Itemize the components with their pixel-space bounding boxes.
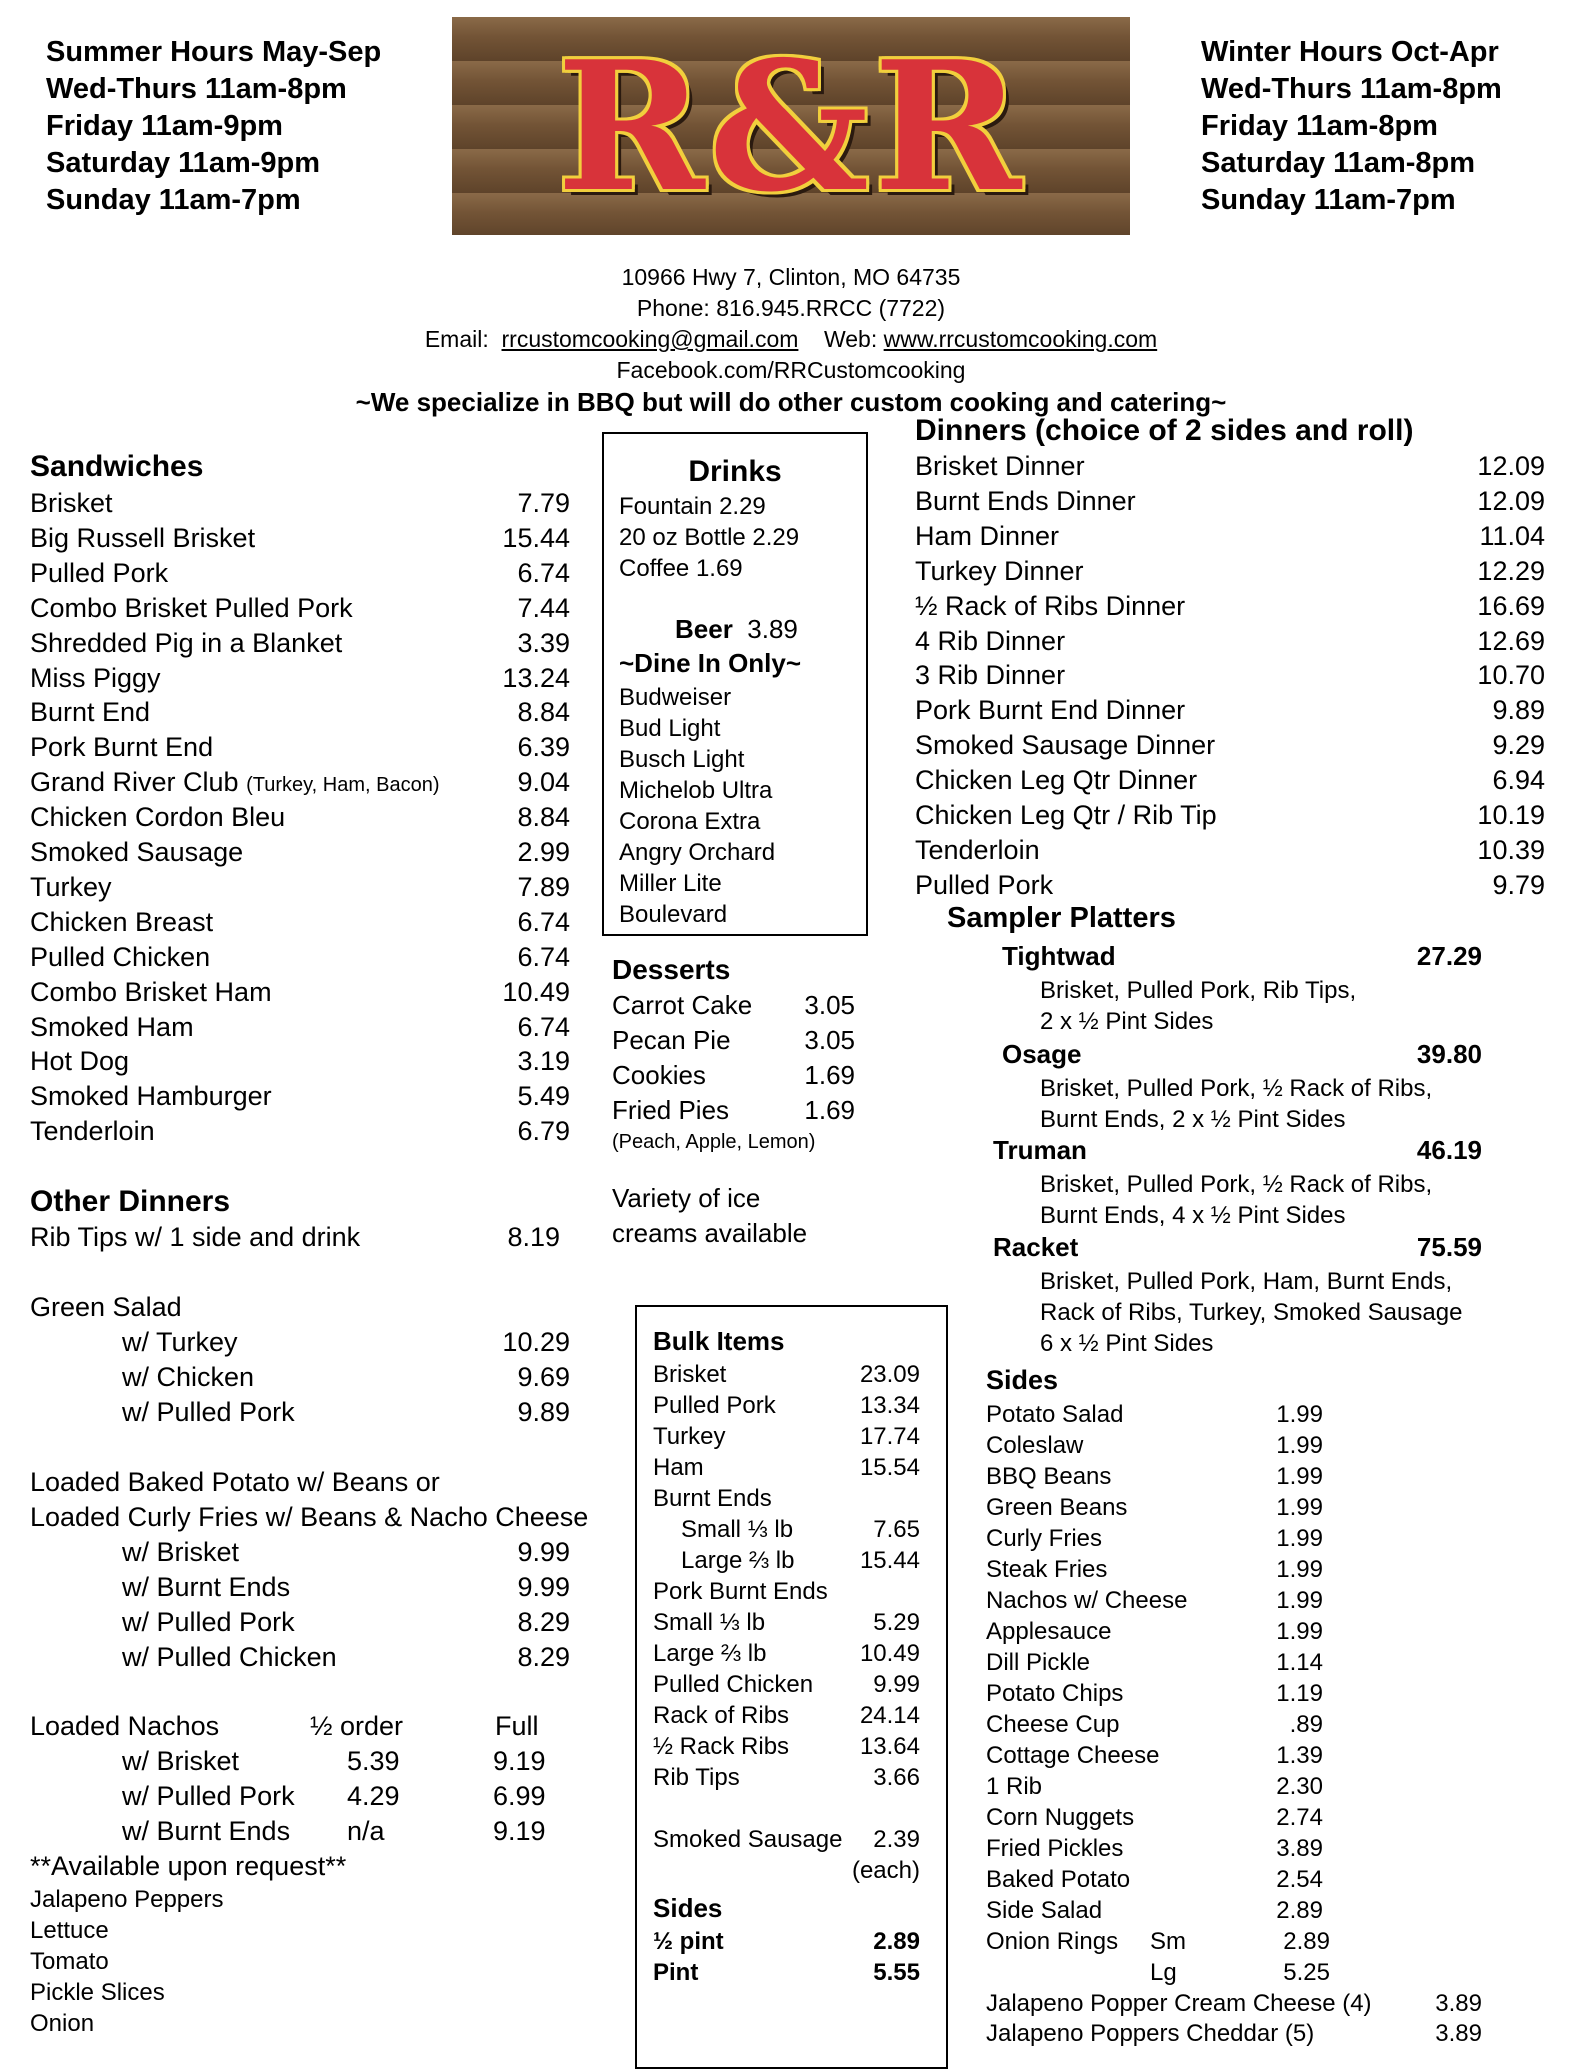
request-item: Tomato: [30, 1948, 109, 1975]
bulk-sausage-price: 2.39: [873, 1826, 920, 1853]
onion-rings-lg-price: 5.25: [1283, 1959, 1330, 1986]
winter-hours-line: Wed-Thurs 11am-8pm: [1201, 73, 1502, 105]
sandwich-item-price: 6.79: [517, 1116, 570, 1147]
rr-logo: [452, 17, 1130, 235]
beer-price: 3.89: [747, 614, 798, 644]
summer-hours-line: Wed-Thurs 11am-8pm: [46, 73, 347, 105]
rib-tips-name: Rib Tips w/ 1 side and drink: [30, 1222, 361, 1252]
address: 10966 Hwy 7, Clinton, MO 64735: [621, 264, 961, 290]
sandwich-item-name: Miss Piggy: [30, 662, 161, 693]
other-dinners-title: Other Dinners: [30, 1185, 231, 1218]
dinner-item-name: 4 Rib Dinner: [915, 625, 1066, 656]
side-item-name: Cottage Cheese: [986, 1742, 1160, 1769]
bulk-item-price: 5.29: [873, 1609, 920, 1636]
drink-item: Fountain 2.29: [619, 493, 766, 520]
web-link[interactable]: www.rrcustomcooking.com: [883, 326, 1158, 352]
potato-line-2: Loaded Curly Fries w/ Beans & Nacho Cheese: [30, 1502, 589, 1532]
ice-cream-line-2: creams available: [612, 1218, 808, 1248]
side-item-price: 2.74: [1276, 1804, 1323, 1831]
nachos-full-header: Full: [495, 1711, 539, 1741]
dessert-item-price: 1.69: [804, 1060, 855, 1090]
potato-item-name: w/ Pulled Pork: [122, 1607, 295, 1637]
side-item-name: Applesauce: [986, 1618, 1112, 1645]
dinner-item-price: 12.69: [1477, 625, 1545, 656]
nacho-item-full: 9.19: [493, 1746, 546, 1776]
salad-item-price: 9.69: [517, 1362, 570, 1392]
desserts-title: Desserts: [612, 954, 731, 985]
email-link[interactable]: rrcustomcooking@gmail.com: [501, 326, 799, 352]
dinner-item-price: 16.69: [1477, 590, 1545, 621]
dinner-item-name: Burnt Ends Dinner: [915, 485, 1136, 516]
dinner-item-price: 6.94: [1492, 765, 1545, 796]
salad-item-name: w/ Turkey: [122, 1327, 238, 1357]
dinner-item-name: Pork Burnt End Dinner: [915, 695, 1186, 726]
bulk-item-name: Large ⅔ lb: [681, 1547, 795, 1574]
drink-item: Coffee 1.69: [619, 555, 743, 582]
bulk-item-name: Rack of Ribs: [653, 1702, 790, 1729]
dessert-item-name: Carrot Cake: [612, 990, 753, 1020]
onion-rings-sm-price: 2.89: [1283, 1928, 1330, 1955]
sandwich-item-name: Pulled Pork: [30, 557, 169, 588]
sandwich-item-price: 6.74: [517, 1011, 570, 1042]
bulk-item-price: 23.09: [859, 1361, 920, 1388]
email-label: Email:: [424, 326, 489, 352]
nacho-item-half: 5.39: [347, 1746, 400, 1776]
sandwich-item-name: Chicken Breast: [30, 906, 214, 937]
beer-label: Beer: [675, 614, 733, 644]
side-item-name: Coleslaw: [986, 1432, 1084, 1459]
summer-hours: [46, 34, 381, 219]
potato-item-name: w/ Brisket: [122, 1537, 240, 1567]
dinner-item-price: 10.70: [1477, 660, 1545, 691]
nacho-item-full: 6.99: [493, 1781, 546, 1811]
dinner-item-name: Smoked Sausage Dinner: [915, 730, 1216, 761]
dinner-item-name: Chicken Leg Qtr Dinner: [915, 765, 1198, 796]
dessert-item-name: Cookies: [612, 1060, 706, 1090]
bulk-item-price: 24.14: [859, 1702, 920, 1729]
dine-in-only: ~Dine In Only~: [619, 648, 802, 678]
dinner-item-price: 12.09: [1477, 485, 1545, 516]
beer-item: Busch Light: [619, 746, 745, 773]
dessert-item-name: Pecan Pie: [612, 1025, 731, 1055]
sandwich-item-name: Pulled Chicken: [30, 941, 211, 972]
bulk-item-name: Large ⅔ lb: [653, 1640, 767, 1667]
side-item-price: 1.99: [1276, 1463, 1323, 1490]
summer-hours-line: Saturday 11am-9pm: [46, 147, 321, 179]
beer-item: Boulevard: [619, 901, 728, 928]
sampler-item-price: 75.59: [1416, 1232, 1482, 1262]
sampler-item-desc: Burnt Ends, 4 x ½ Pint Sides: [1040, 1202, 1346, 1229]
sandwich-item-price: 10.49: [502, 976, 570, 1007]
sandwiches-title: Sandwiches: [30, 450, 204, 483]
bulk-sides-title: Sides: [653, 1893, 723, 1923]
sampler-item-desc: 2 x ½ Pint Sides: [1040, 1008, 1214, 1035]
onion-rings-name: Onion Rings: [986, 1928, 1119, 1955]
sandwich-item-price: 3.19: [517, 1046, 570, 1077]
sandwich-item-price: 15.44: [502, 522, 570, 553]
nacho-item-full: 9.19: [493, 1816, 546, 1846]
dinner-item-price: 12.09: [1477, 451, 1545, 481]
bulk-item-price: 13.34: [859, 1392, 920, 1419]
popper-cheddar-price: 3.89: [1435, 2020, 1482, 2047]
bulk-item-name: Small ⅓ lb: [653, 1609, 766, 1636]
potato-item-price: 8.29: [517, 1607, 570, 1637]
sandwich-item-name: Smoked Sausage: [30, 837, 244, 867]
bulk-item-name: Pulled Chicken: [653, 1671, 814, 1698]
side-item-price: 1.99: [1276, 1494, 1323, 1521]
sandwich-item-price: 8.84: [517, 802, 570, 833]
sampler-item-desc: 6 x ½ Pint Sides: [1040, 1330, 1214, 1357]
side-item-price: 1.99: [1276, 1556, 1323, 1583]
side-item-price: 1.14: [1276, 1649, 1323, 1676]
facebook: Facebook.com/RRCustomcooking: [616, 357, 966, 383]
bulk-item-price: 7.65: [873, 1516, 920, 1543]
sandwich-item-price: 6.74: [517, 941, 570, 972]
request-item: Onion: [30, 2010, 95, 2037]
phone: Phone: 816.945.RRCC (7722): [636, 295, 946, 321]
winter-hours-line: Friday 11am-8pm: [1201, 110, 1438, 142]
dinner-item-name: Pulled Pork: [915, 869, 1054, 900]
dessert-item-price: 3.05: [804, 990, 855, 1020]
dinner-item-price: 10.19: [1477, 800, 1545, 830]
onion-rings-sm: Sm: [1150, 1928, 1186, 1955]
dinner-item-price: 9.29: [1492, 730, 1545, 761]
side-item-name: 1 Rib: [986, 1773, 1043, 1800]
dinner-item-price: 12.29: [1477, 555, 1545, 586]
sandwich-item-name-text: Grand River Club: [30, 767, 239, 798]
popper-cream-name: Jalapeno Popper Cream Cheese (4): [986, 1990, 1372, 2017]
nacho-item-name: w/ Pulled Pork: [122, 1781, 295, 1811]
bulk-item-price: 3.66: [873, 1764, 920, 1791]
bulk-item-name: Small ⅓ lb: [681, 1516, 794, 1543]
bulk-item-price: 15.54: [859, 1454, 920, 1481]
nacho-item-half: n/a: [347, 1816, 385, 1846]
beer-item: Michelob Ultra: [619, 777, 773, 804]
dinner-item-price: 9.79: [1492, 869, 1545, 900]
sandwich-item-price: 3.39: [517, 627, 570, 658]
nachos-half-header: ½ order: [310, 1711, 404, 1741]
potato-item-price: 8.29: [517, 1642, 570, 1672]
dinner-item-name: Turkey Dinner: [915, 555, 1084, 586]
summer-hours-line: Sunday 11am-7pm: [46, 184, 301, 216]
bulk-side-price: 5.55: [873, 1959, 920, 1986]
dinner-item-price: 11.04: [1479, 520, 1545, 551]
beer-item: Budweiser: [619, 684, 732, 711]
bulk-each: (each): [851, 1857, 920, 1884]
side-item-name: Fried Pickles: [986, 1835, 1124, 1862]
potato-item-price: 9.99: [517, 1537, 570, 1567]
request-item: Pickle Slices: [30, 1979, 165, 2006]
potato-line-1: Loaded Baked Potato w/ Beans or: [30, 1467, 440, 1497]
nacho-item-name: w/ Brisket: [122, 1746, 240, 1776]
sandwich-item-name: Hot Dog: [30, 1046, 130, 1077]
beer-item: Angry Orchard: [619, 839, 776, 866]
sampler-item-name: Osage: [1002, 1039, 1082, 1069]
dinner-item-name: Tenderloin: [915, 834, 1040, 865]
side-item-name: Corn Nuggets: [986, 1804, 1135, 1831]
beer-line: [675, 614, 798, 645]
sandwich-item-price: 6.74: [517, 557, 570, 588]
sampler-item-price: 39.80: [1416, 1039, 1482, 1069]
bulk-item-price: 17.74: [859, 1423, 920, 1450]
side-item-name: Green Beans: [986, 1494, 1128, 1521]
beer-item: Miller Lite: [619, 870, 722, 897]
bulk-item-price: 9.99: [873, 1671, 920, 1698]
sandwich-item-price: 5.49: [517, 1081, 570, 1112]
bulk-item-name: Pulled Pork: [653, 1392, 776, 1419]
popper-cream-price: 3.89: [1435, 1990, 1482, 2017]
request-item: Jalapeno Peppers: [30, 1886, 224, 1913]
bulk-item-price: 10.49: [859, 1640, 920, 1667]
dinner-item-name: ½ Rack of Ribs Dinner: [915, 590, 1186, 621]
potato-item-price: 9.99: [517, 1572, 570, 1602]
bulk-side-price: 2.89: [873, 1928, 920, 1955]
side-item-name: Baked Potato: [986, 1866, 1131, 1893]
side-item-name: Dill Pickle: [986, 1649, 1091, 1676]
sampler-item-desc: Rack of Ribs, Turkey, Smoked Sausage: [1040, 1299, 1463, 1326]
sandwich-item-price: 6.39: [517, 732, 570, 763]
web-label: Web:: [823, 326, 878, 352]
side-item-price: .89: [1289, 1711, 1323, 1738]
side-item-price: 3.89: [1276, 1835, 1323, 1862]
sandwich-item-name: Combo Brisket Ham: [30, 976, 272, 1007]
bulk-title: Bulk Items: [653, 1326, 785, 1356]
popper-cheddar-name: Jalapeno Poppers Cheddar (5): [986, 2020, 1315, 2047]
side-item-name: Potato Chips: [986, 1680, 1124, 1707]
sandwich-item-price: 9.04: [517, 767, 570, 798]
side-item-price: 1.99: [1276, 1587, 1323, 1614]
bulk-sausage-name: Smoked Sausage: [653, 1826, 843, 1853]
sandwich-item-name: Combo Brisket Pulled Pork: [30, 592, 353, 623]
sandwich-item-price: 7.89: [517, 871, 570, 902]
side-item-price: 2.30: [1276, 1773, 1323, 1800]
email-web-line: [0, 324, 1582, 355]
winter-hours-title: Winter Hours Oct-Apr: [1201, 36, 1499, 68]
side-item-name: Cheese Cup: [986, 1711, 1120, 1738]
bulk-item-name: Burnt Ends: [653, 1485, 772, 1512]
sandwich-item-name: Turkey: [30, 871, 112, 902]
sandwich-item-name: Big Russell Brisket: [30, 522, 256, 553]
potato-item-name: w/ Burnt Ends: [122, 1572, 291, 1602]
sandwich-item-price: 7.79: [517, 488, 570, 518]
winter-hours-line: Saturday 11am-8pm: [1201, 147, 1476, 179]
logo-text: R&R: [556, 21, 1026, 231]
bulk-item-price: 13.64: [859, 1733, 920, 1760]
sandwich-item-price: 8.84: [517, 697, 570, 728]
sandwich-item-price: 2.99: [517, 837, 570, 867]
nachos-title: Loaded Nachos: [30, 1711, 220, 1741]
sandwich-item-name: Tenderloin: [30, 1116, 155, 1147]
nacho-item-name: w/ Burnt Ends: [122, 1816, 291, 1846]
sandwich-item-note: (Turkey, Ham, Bacon): [246, 774, 440, 797]
request-item: Lettuce: [30, 1917, 109, 1944]
dessert-item-price: 1.69: [804, 1095, 855, 1125]
sandwich-item-price: 6.74: [517, 906, 570, 937]
side-item-price: 2.54: [1276, 1866, 1323, 1893]
beer-item: Corona Extra: [619, 808, 761, 835]
bulk-item-price: 15.44: [859, 1547, 920, 1574]
sampler-item-name: Truman: [993, 1135, 1087, 1165]
winter-hours-line: Sunday 11am-7pm: [1201, 184, 1456, 216]
side-item-price: 1.99: [1276, 1525, 1323, 1552]
sandwich-item-price: 13.24: [502, 662, 570, 693]
sandwich-item-name: Chicken Cordon Bleu: [30, 802, 286, 833]
side-item-price: 1.99: [1276, 1401, 1323, 1428]
onion-rings-lg: Lg: [1150, 1959, 1177, 1986]
side-item-price: 1.39: [1276, 1742, 1323, 1769]
salad-item-price: 10.29: [502, 1327, 570, 1357]
side-item-price: 1.19: [1276, 1680, 1323, 1707]
dinner-item-name: Brisket Dinner: [915, 451, 1085, 481]
sampler-item-desc: Brisket, Pulled Pork, ½ Rack of Ribs,: [1040, 1171, 1433, 1198]
sandwich-item-name: Pork Burnt End: [30, 732, 214, 763]
dessert-item-price: 3.05: [804, 1025, 855, 1055]
bulk-item-name: Brisket: [653, 1361, 727, 1388]
sides-title: Sides: [986, 1365, 1059, 1395]
fried-pies-note: (Peach, Apple, Lemon): [612, 1131, 816, 1153]
sandwich-item-price: 7.44: [517, 592, 570, 623]
summer-hours-line: Friday 11am-9pm: [46, 110, 283, 142]
winter-hours: [1201, 34, 1502, 219]
bulk-item-name: Pork Burnt Ends: [653, 1578, 828, 1605]
sampler-item-price: 46.19: [1416, 1135, 1482, 1165]
side-item-price: 2.89: [1276, 1897, 1323, 1924]
sampler-item-name: Tightwad: [1002, 941, 1116, 971]
salad-item-price: 9.89: [517, 1397, 570, 1427]
dinner-item-name: 3 Rib Dinner: [915, 660, 1066, 691]
sandwich-item-name: Brisket: [30, 488, 113, 518]
nacho-item-half: 4.29: [347, 1781, 400, 1811]
side-item-price: 1.99: [1276, 1432, 1323, 1459]
potato-item-name: w/ Pulled Chicken: [122, 1642, 337, 1672]
bulk-item-name: Ham: [653, 1454, 704, 1481]
drinks-title: Drinks: [688, 455, 782, 488]
sampler-item-desc: Burnt Ends, 2 x ½ Pint Sides: [1040, 1106, 1346, 1133]
sandwich-item-name: [30, 767, 439, 798]
green-salad-title: Green Salad: [30, 1292, 182, 1322]
sandwich-item-name: Shredded Pig in a Blanket: [30, 627, 343, 658]
dinner-item-price: 9.89: [1492, 695, 1545, 726]
request-title: **Available upon request**: [30, 1851, 347, 1881]
sampler-item-price: 27.29: [1416, 941, 1482, 971]
dessert-item-name: Fried Pies: [612, 1095, 730, 1125]
bulk-item-name: ½ Rack Ribs: [653, 1733, 790, 1760]
summer-hours-title: Summer Hours May-Sep: [46, 36, 382, 68]
rib-tips-price: 8.19: [507, 1222, 560, 1252]
side-item-name: Curly Fries: [986, 1525, 1103, 1552]
side-item-name: Steak Fries: [986, 1556, 1108, 1583]
sampler-item-desc: Brisket, Pulled Pork, Ham, Burnt Ends,: [1040, 1268, 1453, 1295]
dinners-title: Dinners (choice of 2 sides and roll): [915, 414, 1414, 447]
sandwich-item-name: Burnt End: [30, 697, 151, 728]
sandwich-item-name: Smoked Ham: [30, 1011, 194, 1042]
side-item-name: BBQ Beans: [986, 1463, 1112, 1490]
ice-cream-line-1: Variety of ice: [612, 1183, 761, 1213]
sampler-item-name: Racket: [993, 1232, 1079, 1262]
side-item-price: 1.99: [1276, 1618, 1323, 1645]
salad-item-name: w/ Pulled Pork: [122, 1397, 295, 1427]
dinner-item-name: Ham Dinner: [915, 520, 1060, 551]
bulk-item-name: Rib Tips: [653, 1764, 740, 1791]
sandwich-item-name: Smoked Hamburger: [30, 1081, 272, 1112]
bulk-side-name: Pint: [653, 1959, 699, 1986]
side-item-name: Nachos w/ Cheese: [986, 1587, 1188, 1614]
dinner-item-name: Chicken Leg Qtr / Rib Tip: [915, 800, 1217, 830]
bulk-side-name: ½ pint: [653, 1928, 724, 1955]
salad-item-name: w/ Chicken: [122, 1362, 255, 1392]
tagline: ~We specialize in BBQ but will do other custom cooking and catering~: [355, 387, 1227, 417]
bulk-item-name: Turkey: [653, 1423, 726, 1450]
sampler-title: Sampler Platters: [947, 902, 1176, 934]
drink-item: 20 oz Bottle 2.29: [619, 524, 800, 551]
sampler-item-desc: Brisket, Pulled Pork, ½ Rack of Ribs,: [1040, 1075, 1433, 1102]
beer-item: Bud Light: [619, 715, 721, 742]
dinner-item-price: 10.39: [1477, 834, 1545, 865]
sampler-item-desc: Brisket, Pulled Pork, Rib Tips,: [1040, 977, 1357, 1004]
side-item-name: Potato Salad: [986, 1401, 1124, 1428]
side-item-name: Side Salad: [986, 1897, 1103, 1924]
